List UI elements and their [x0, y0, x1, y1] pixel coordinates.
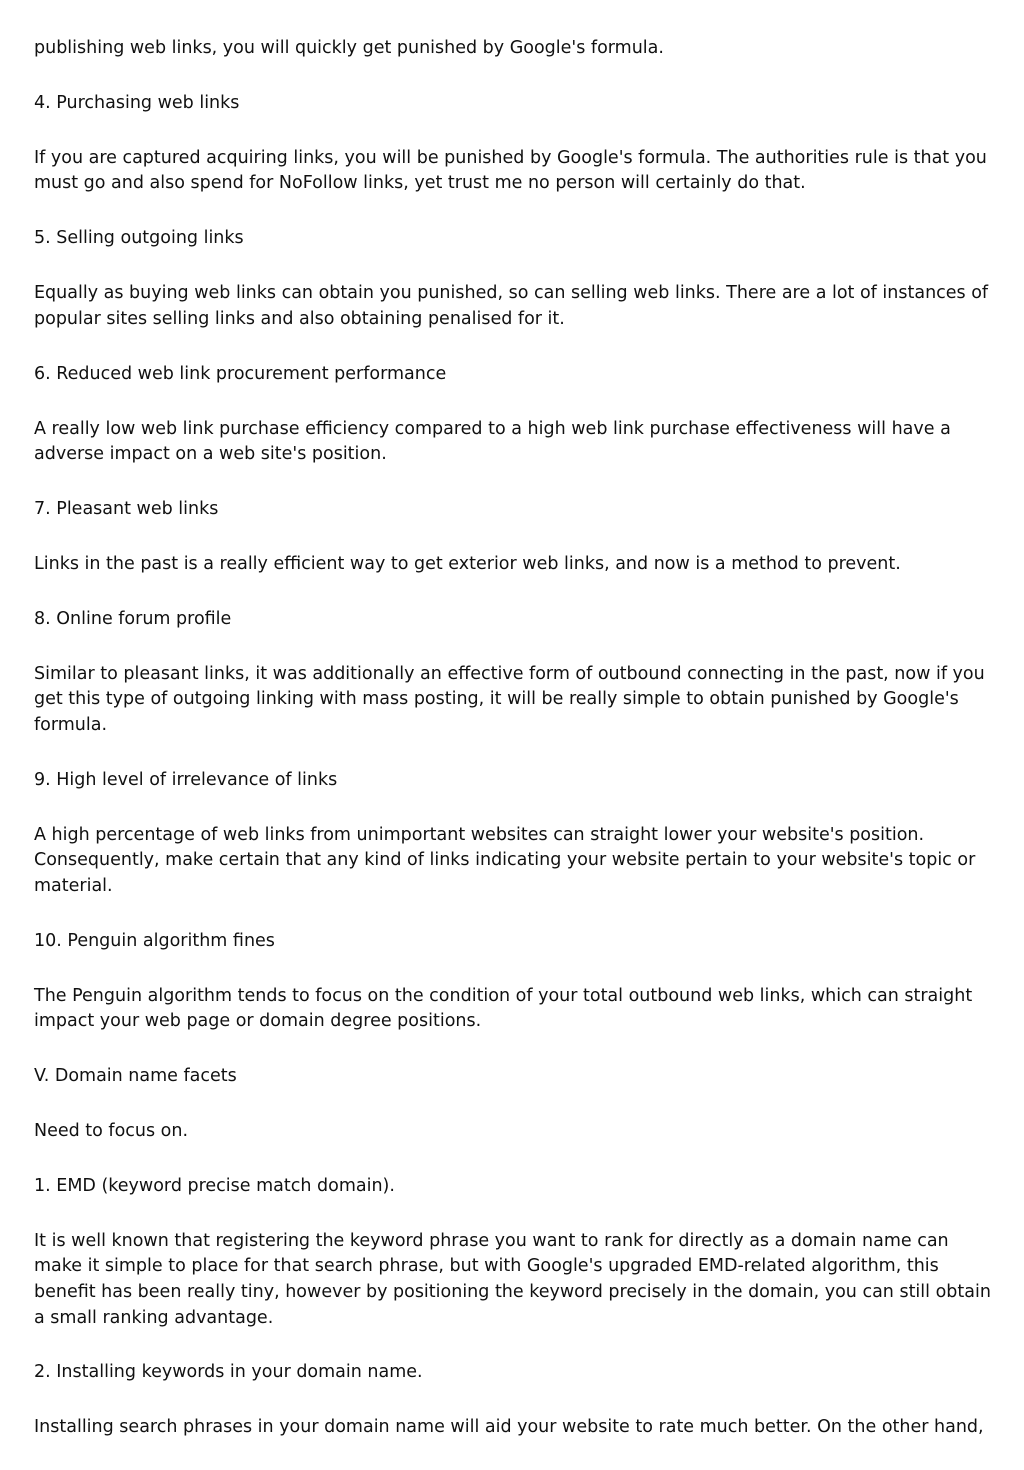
- paragraph-continued: publishing web links, you will quickly get punished by Google's formula.: [34, 38, 664, 58]
- heading-installing-keywords: 2. Installing keywords in your domain name.: [34, 1362, 423, 1383]
- document-body: [34, 36, 994, 1470]
- paragraph: A high percentage of web links from unimportant websites can straight lower your website's position. Consequently, make certain that any kind of links indicating your website pertain to your website's topic or material.: [34, 824, 976, 896]
- heading-purchasing-links: 4. Purchasing web links: [34, 92, 240, 113]
- heading-emd: 1. EMD (keyword precise match domain).: [34, 1175, 395, 1196]
- heading-pleasant-links: 7. Pleasant web links: [34, 499, 219, 520]
- paragraph: The Penguin algorithm tends to focus on the condition of your total outbound web links, which can straight impact your web page or domain degree positions.: [34, 985, 973, 1032]
- paragraph: Need to focus on.: [34, 1121, 189, 1141]
- paragraph: If you are captured acquiring links, you will be punished by Google's formula. The authorities rule is that you must go and also spend for NoFollow links, yet trust me no person will certainly do that.: [34, 147, 987, 194]
- heading-domain-name-facets: V. Domain name facets: [34, 1066, 237, 1087]
- heading-irrelevance-of-links: 9. High level of irrelevance of links: [34, 769, 338, 790]
- paragraph: Installing search phrases in your domain name will aid your website to rate much better. On the other hand,: [34, 1417, 984, 1438]
- paragraph: Links in the past is a really efficient way to get exterior web links, and now is a method to prevent.: [34, 553, 901, 574]
- heading-selling-outgoing-links: 5. Selling outgoing links: [34, 228, 244, 249]
- paragraph: Equally as buying web links can obtain you punished, so can selling web links. There are a lot of instances of popular sites selling links and also obtaining penalised for it.: [34, 283, 989, 329]
- paragraph: It is well known that registering the keyword phrase you want to rank for directly as a domain name can make it simple to place for that search phrase, but with Google's upgraded EMD-related algorithm, this benefit has been really tiny, however by positioning the keyword precisely in the domain, you can still obtain a small ranking advantage.: [34, 1230, 991, 1328]
- paragraph: A really low web link purchase efficiency compared to a high web link purchase effectiveness will have a adverse impact on a web site's position.: [34, 418, 951, 465]
- heading-penguin-algorithm: 10. Penguin algorithm fines: [34, 930, 275, 951]
- paragraph: Similar to pleasant links, it was additionally an effective form of outbound connecting in the past, now if you get this type of outgoing linking with mass posting, it will be really simple to obtain punished by Google's formula.: [34, 663, 985, 735]
- heading-forum-profile: 8. Online forum profile: [34, 608, 232, 629]
- heading-link-procurement-performance: 6. Reduced web link procurement performance: [34, 363, 447, 384]
